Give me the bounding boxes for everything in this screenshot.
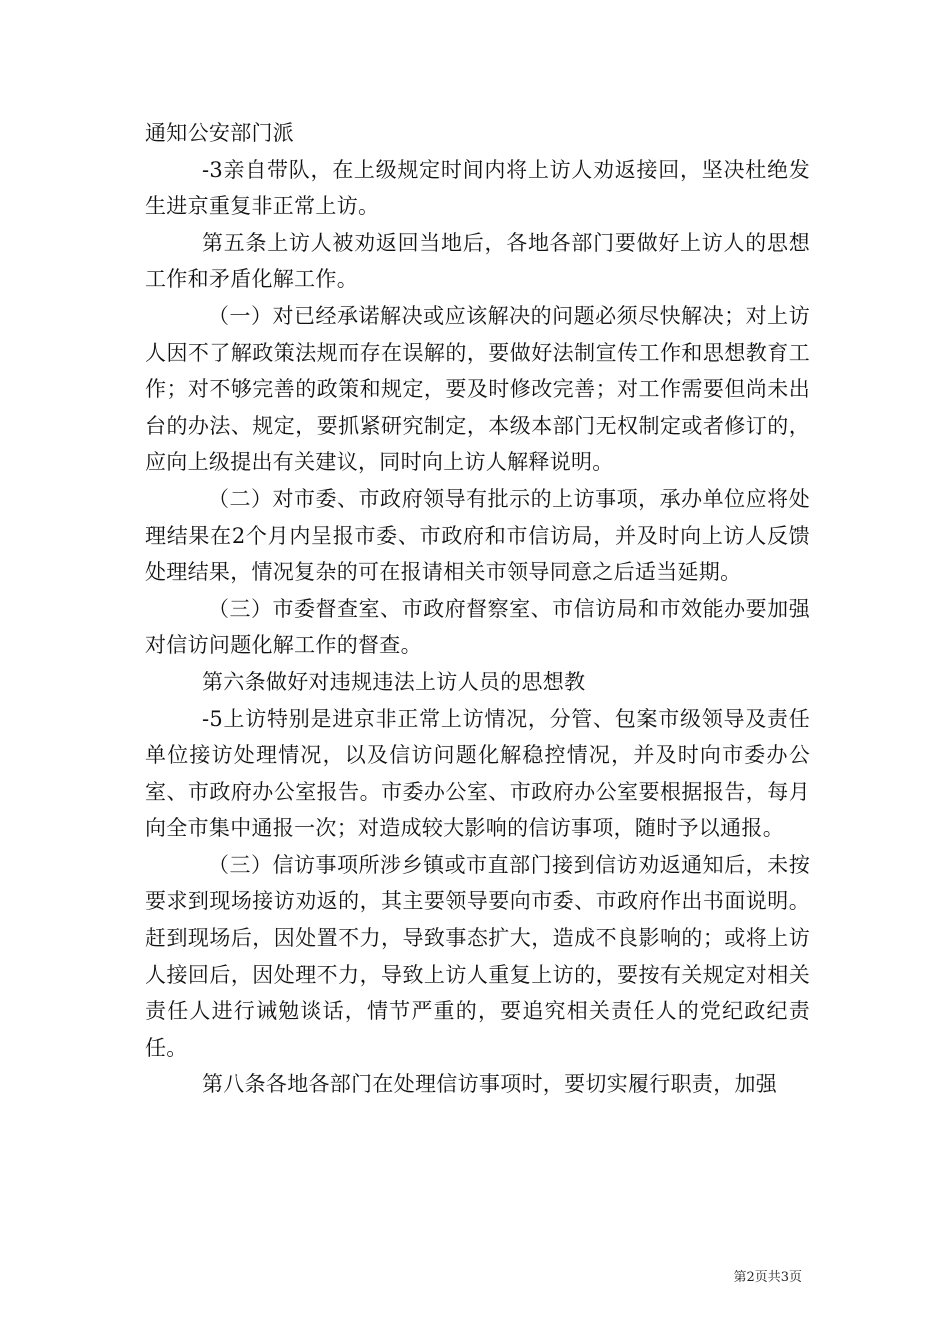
paragraph-article-6: 第六条做好对违规违法上访人员的思想教 [202, 669, 586, 694]
paragraph-report: -5上访特别是进京非正常上访情况，分管、包案市级领导及责任单位接访处理情况，以及信访问题化解稳控情况，并及时向市委办公室、市政府办公室报告。市委办公室、市政府办公室要根据报告，每月向全市集中通报一次；对造成较大影响的信访事项，随时予以通报。 [145, 706, 810, 841]
paragraph-item-3b: （三）信访事项所涉乡镇或市直部门接到信访劝返通知后，未按要求到现场接访劝返的，其主要领导要向市委、市政府作出书面说明。赶到现场后，因处置不力，导致事态扩大，造成不良影响的；或将上访人接回后，因处理不力，导致上访人重复上访的，要按有关规定对相关责任人进行诫勉谈话，情节严重的，要追究相关责任人的党纪政纪责任。 [145, 852, 810, 1060]
paragraph-article-5: 第五条上访人被劝返回当地后，各地各部门要做好上访人的思想工作和矛盾化解工作。 [145, 230, 810, 292]
paragraph-item-2: （二）对市委、市政府领导有批示的上访事项，承办单位应将处理结果在2个月内呈报市委、市政府和市信访局，并及时向上访人反馈处理结果，情况复杂的可在报请相关市领导同意之后适当延期。 [145, 486, 810, 585]
page-number: 第2页共3页 [733, 1270, 802, 1285]
paragraph-item-3: （三）市委督查室、市政府督察室、市信访局和市效能办要加强对信访问题化解工作的督查。 [145, 596, 810, 658]
paragraph-continuation: 通知公安部门派 [145, 121, 295, 145]
paragraph-article-8: 第八条各地各部门在处理信访事项时，要切实履行职责，加强 [202, 1072, 778, 1097]
paragraph-item-1: （一）对已经承诺解决或应该解决的问题必须尽快解决；对上访人因不了解政策法规而存在误解的，要做好法制宣传工作和思想教育工作；对不够完善的政策和规定，要及时修改完善；对工作需要但尚未出台的办法、规定，要抓紧研究制定，本级本部门无权制定或者修订的，应向上级提出有关建议，同时向上访人解释说明。 [145, 303, 810, 475]
document-body [145, 115, 810, 1103]
paragraph-escort: -3亲自带队，在上级规定时间内将上访人劝返接回，坚决杜绝发生进京重复非正常上访。 [145, 157, 810, 219]
